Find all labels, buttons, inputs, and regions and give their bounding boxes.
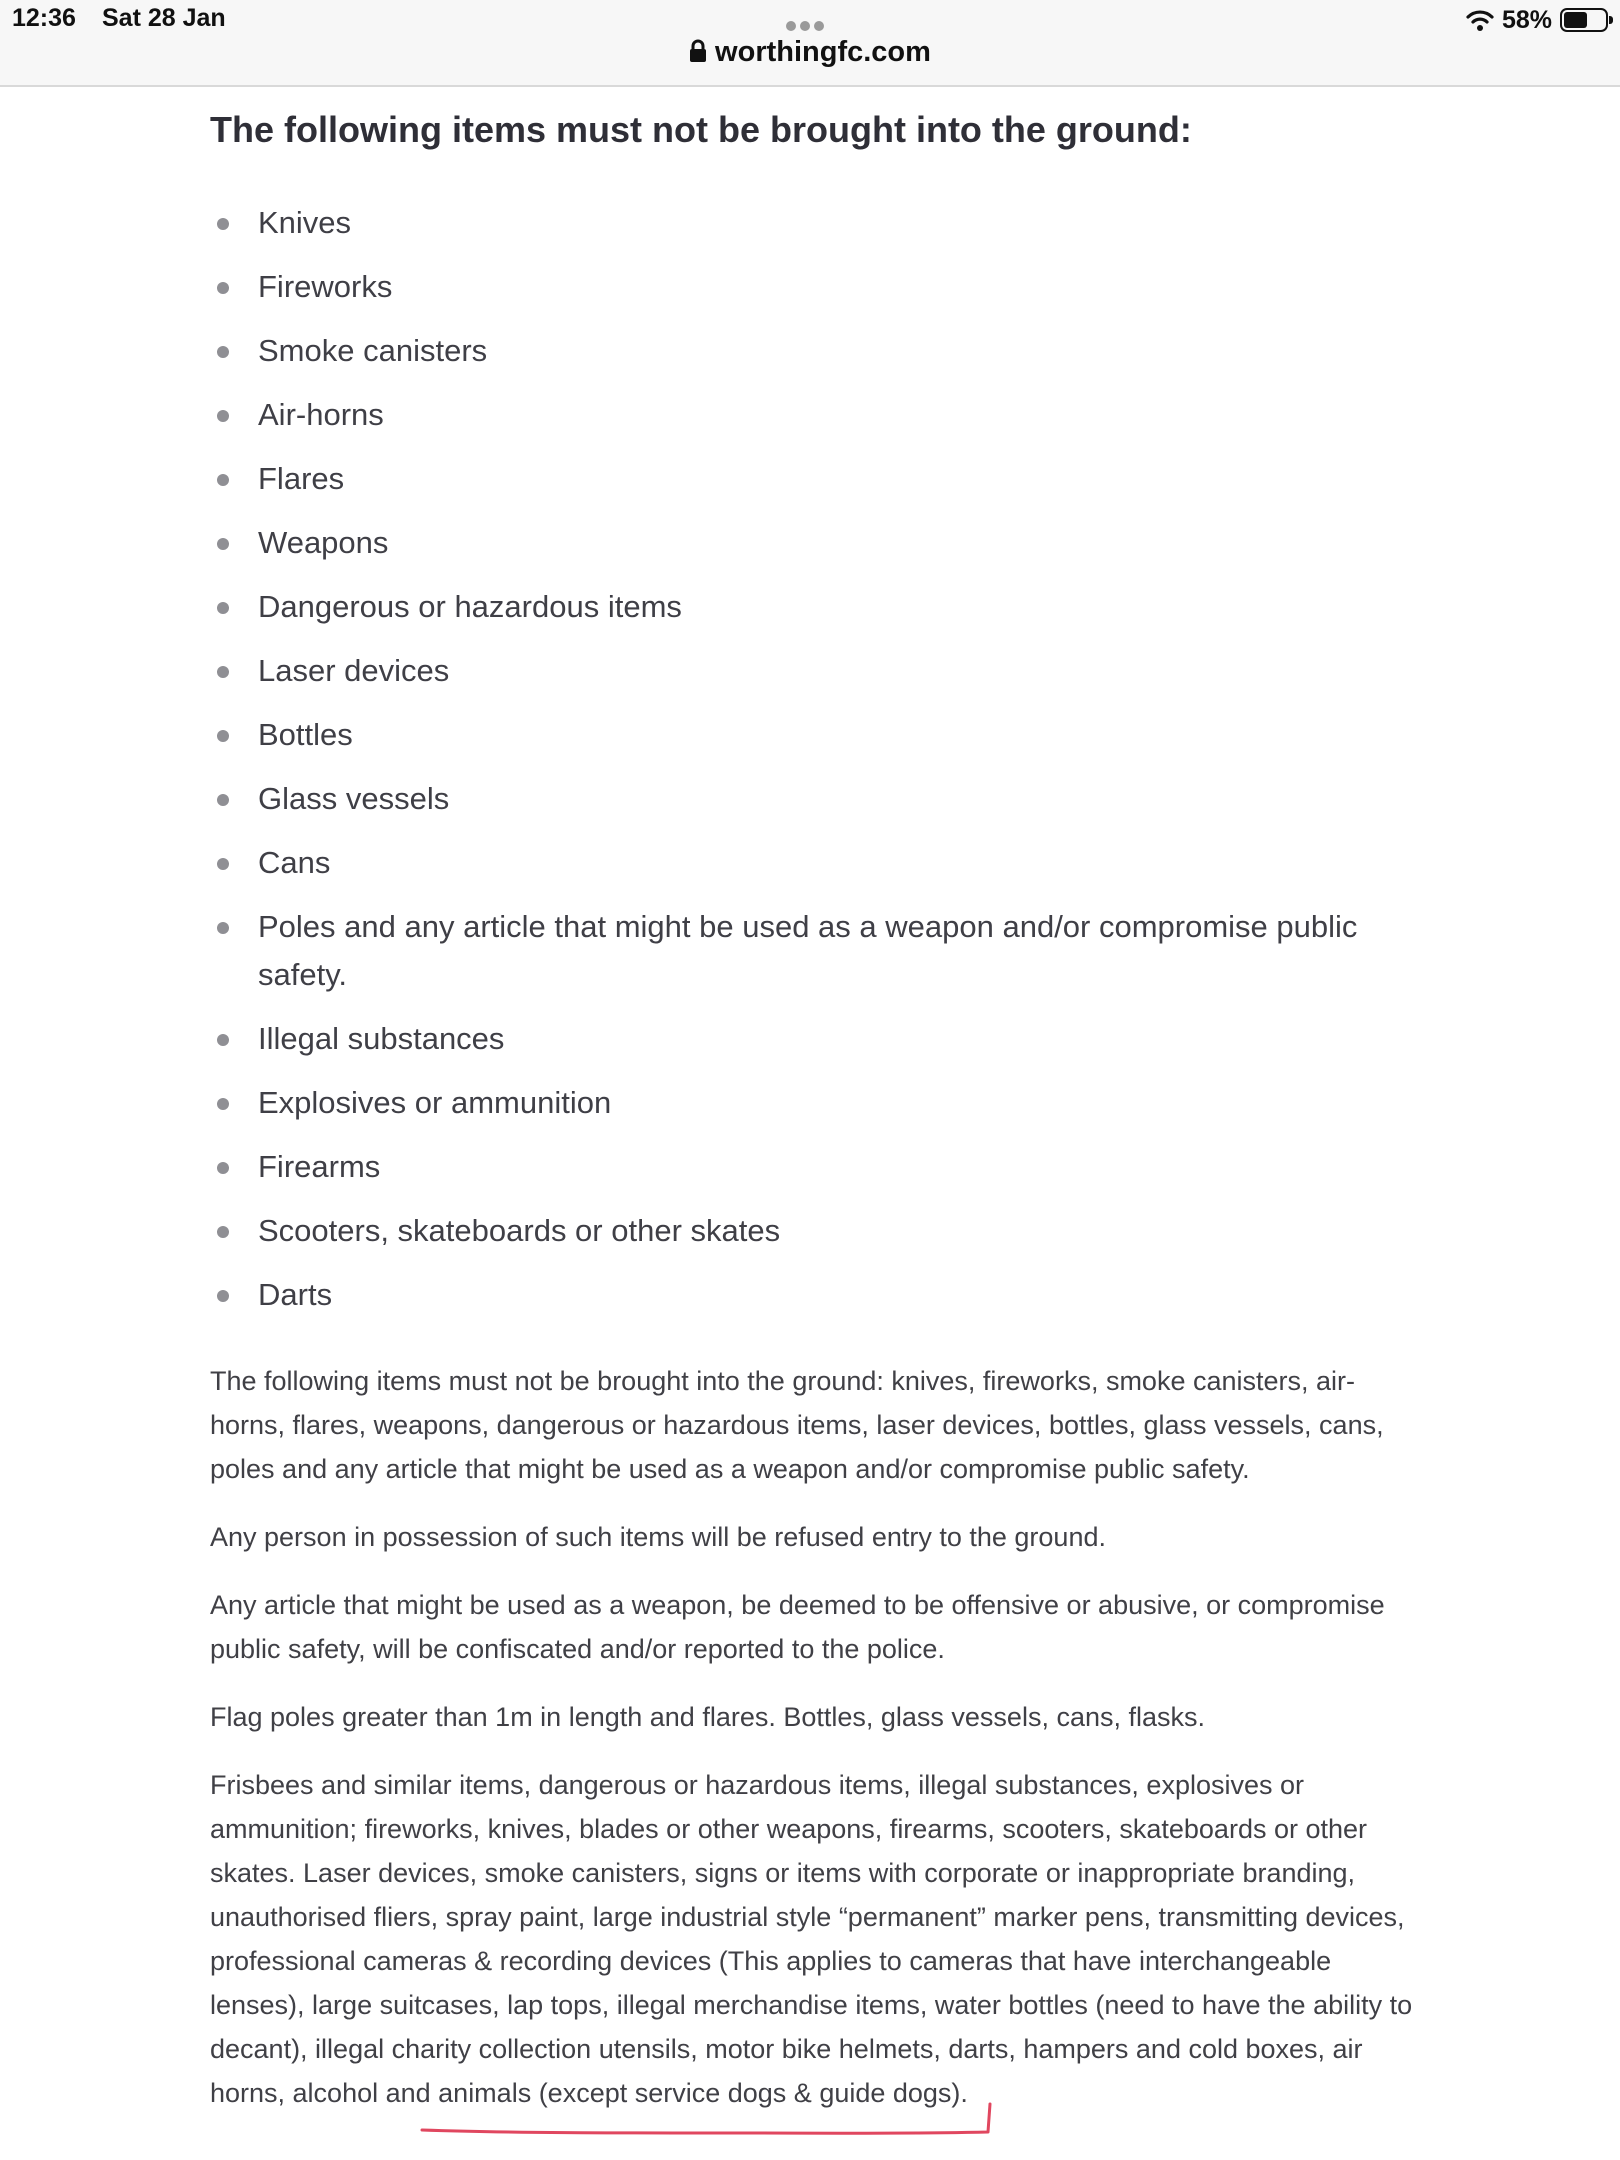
- list-item-text: Explosives or ammunition: [258, 1085, 612, 1120]
- list-item: [210, 1015, 1430, 1063]
- red-underline-annotation: [420, 2096, 1000, 2138]
- list-item: [210, 775, 1430, 823]
- list-item: [210, 839, 1430, 887]
- list-item-text: Fireworks: [258, 269, 393, 304]
- paragraph: Any article that might be used as a weapon, be deemed to be offensive or abusive, or compromise public safety, will be confiscated and/or reported to the police.: [210, 1590, 1385, 1664]
- list-item-text: Firearms: [258, 1149, 381, 1184]
- list-item-text: Air-horns: [258, 397, 384, 432]
- battery-icon: [1560, 8, 1608, 32]
- bullet-icon: [217, 794, 229, 806]
- list-item: [210, 711, 1430, 759]
- bullet-icon: [217, 602, 229, 614]
- list-item-text: Glass vessels: [258, 781, 450, 816]
- paragraph: Flag poles greater than 1m in length and flares. Bottles, glass vessels, cans, flasks.: [210, 1702, 1206, 1732]
- status-indicators: [1466, 4, 1608, 36]
- bullet-icon: [217, 282, 229, 294]
- list-item: [210, 583, 1430, 631]
- list-item: [210, 263, 1430, 311]
- bullet-icon: [217, 730, 229, 742]
- list-item: [210, 1207, 1430, 1255]
- address-bar[interactable]: [0, 36, 1620, 69]
- bullet-icon: [217, 538, 229, 550]
- bullet-icon: [217, 1290, 229, 1302]
- bullet-icon: [217, 1034, 229, 1046]
- list-item-text: Scooters, skateboards or other skates: [258, 1213, 781, 1248]
- list-item: [210, 1079, 1430, 1127]
- list-item-text: Dangerous or hazardous items: [258, 589, 682, 624]
- list-item: [210, 1143, 1430, 1191]
- list-item-text: Flares: [258, 461, 345, 496]
- list-item-text: Weapons: [258, 525, 389, 560]
- battery-fill: [1564, 12, 1587, 28]
- list-item: [210, 647, 1430, 695]
- prohibited-items-list: [210, 199, 1430, 1319]
- url-text: worthingfc.com: [715, 36, 931, 68]
- paragraph: Any person in possession of such items will be refused entry to the ground.: [210, 1522, 1106, 1552]
- bullet-icon: [217, 218, 229, 230]
- bullet-icon: [217, 346, 229, 358]
- list-item: [210, 391, 1430, 439]
- list-item: [210, 199, 1430, 247]
- bullet-icon: [217, 666, 229, 678]
- page-heading: The following items must not be brought into the ground:: [210, 109, 1192, 150]
- bullet-icon: [217, 1098, 229, 1110]
- list-item: [210, 519, 1430, 567]
- list-item-text: Darts: [258, 1277, 333, 1312]
- more-options-icon[interactable]: [786, 18, 834, 30]
- status-time: 12:36: [12, 4, 76, 32]
- list-item: [210, 903, 1430, 999]
- status-bar: [0, 0, 1620, 87]
- paragraph: The following items must not be brought into the ground: knives, fireworks, smoke canisters, air-horns, flares, weapons, dangerous or hazardous items, laser devices, bottles, glass vessels, cans, poles and any article that might be used as a weapon and/or compromise public safety.: [210, 1366, 1384, 1484]
- paragraph: Frisbees and similar items, dangerous or hazardous items, illegal substances, explosives or ammunition; fireworks, knives, blades or other weapons, firearms, scooters, skateboards or other skates. Laser devices, smoke canisters, signs or items with corporate or inappropriate branding, unauthorised fliers, spray paint, large industrial style “permanent” marker pens, transmitting devices, professional cameras & recording devices (This applies to cameras that have interchangeable lenses), large suitcases, lap tops, illegal merchandise items, water bottles (need to have the ability to decant), illegal charity collection utensils, motor bike helmets, darts, hampers and cold boxes, air horns, alcohol and animals (except service dogs & guide dogs).: [210, 1770, 1413, 2108]
- list-item: [210, 1271, 1430, 1319]
- list-item: [210, 455, 1430, 503]
- bullet-icon: [217, 1162, 229, 1174]
- bullet-icon: [217, 858, 229, 870]
- list-item: [210, 327, 1430, 375]
- list-item-text: Illegal substances: [258, 1021, 505, 1056]
- article-body: [210, 1359, 1430, 2115]
- list-item-text: Poles and any article that might be used as a weapon and/or compromise public safety.: [258, 909, 1358, 992]
- wifi-icon: [1466, 9, 1494, 31]
- status-date: Sat 28 Jan: [102, 4, 226, 32]
- bullet-icon: [217, 922, 229, 934]
- bullet-icon: [217, 410, 229, 422]
- battery-percent: 58%: [1501, 5, 1552, 34]
- lock-icon: [689, 39, 707, 63]
- list-item-text: Cans: [258, 845, 331, 880]
- bullet-icon: [217, 474, 229, 486]
- bullet-icon: [217, 1226, 229, 1238]
- list-item-text: Laser devices: [258, 653, 450, 688]
- list-item-text: Smoke canisters: [258, 333, 488, 368]
- list-item-text: Knives: [258, 205, 352, 240]
- article-content: [210, 103, 1430, 2139]
- list-item-text: Bottles: [258, 717, 353, 752]
